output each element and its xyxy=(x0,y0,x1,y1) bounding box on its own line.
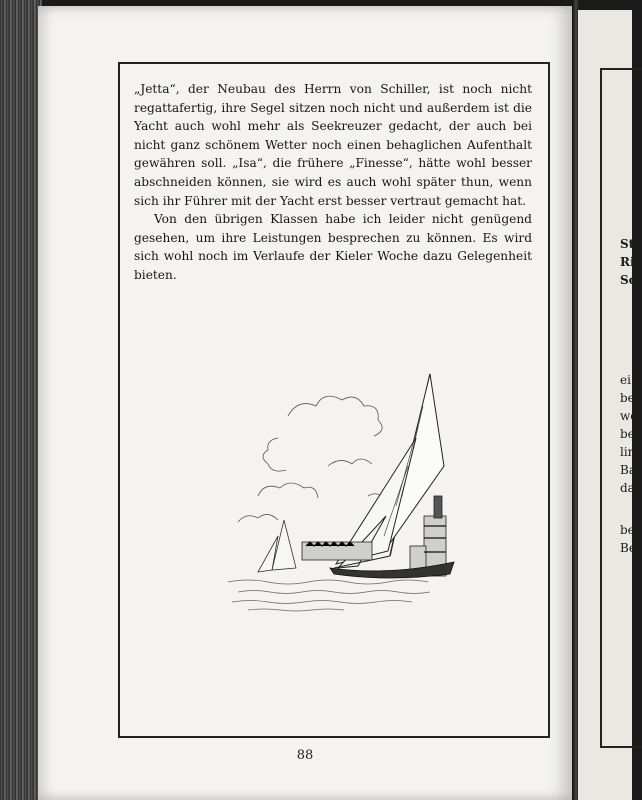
adjacent-text-fragment: be xyxy=(620,523,635,537)
adjacent-page-edge xyxy=(578,10,638,800)
page-frame-border xyxy=(118,62,550,738)
book-page xyxy=(38,6,572,800)
paragraph-2: Von den übrigen Klassen habe ich leider nicht genügend gesehen, um ihre Leistungen besprechen zu können. Es wird sich wohl noch im Verlaufe der Kieler Woche dazu Gelegenheit bieten. xyxy=(134,212,532,282)
paragraph-1: „Jetta“, der Neubau des Herrn von Schiller, ist noch nicht regattafertig, ihre Segel sitzen noch nicht und außerdem ist die Yacht auch wohl mehr als Seekreuzer gedacht, der auch bei nicht ganz schönem Wetter noch einen behaglichen Aufenthalt gewähren soll. „Isa“, die frühere „Finesse“, hätte wohl besser abschneiden können, sie wird es auch wohl später thun, wenn sich ihr Führer mit der Yacht erst besser vertraut gemacht hat. xyxy=(134,82,532,208)
page-number: 88 xyxy=(296,748,314,763)
adjacent-text-fragment: St xyxy=(620,237,635,251)
adjacent-text-fragment: da xyxy=(620,481,635,495)
adjacent-text-fragment: be xyxy=(620,391,635,405)
adjacent-text-fragment: Sc xyxy=(620,273,636,287)
adjacent-text-fragment: be xyxy=(620,427,635,441)
body-text xyxy=(134,80,532,285)
adjacent-text-fragment: Be xyxy=(620,541,636,555)
book-spine-edge xyxy=(0,0,42,800)
sailing-yacht-illustration xyxy=(218,346,468,616)
adjacent-text-fragment: Ba xyxy=(620,463,636,477)
adjacent-text-fragment: we xyxy=(620,409,638,423)
adjacent-text-fragment: lin xyxy=(620,445,636,459)
adjacent-text-fragment: Ri xyxy=(620,255,635,269)
adjacent-text-fragment: ei xyxy=(620,373,631,387)
